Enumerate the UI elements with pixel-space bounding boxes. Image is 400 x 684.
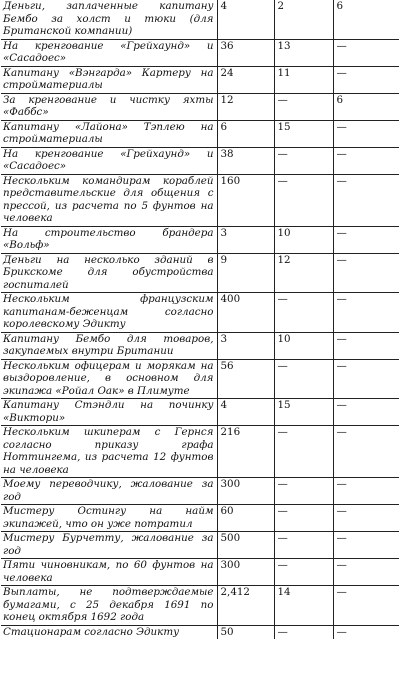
pounds-cell: 4 — [217, 0, 274, 39]
pounds-cell: 50 — [217, 625, 274, 639]
pounds-cell: 56 — [217, 359, 274, 399]
expense-description: Мистеру Остингу на найм экипажей, что он уже потратил — [1, 505, 217, 532]
pence-cell: — — [333, 39, 399, 66]
pence-cell: — — [333, 120, 399, 147]
shillings-cell: — — [274, 625, 333, 639]
shillings-cell: 11 — [274, 66, 333, 93]
pence-cell: — — [333, 226, 399, 253]
pence-cell: — — [333, 586, 399, 626]
pence-cell: — — [333, 532, 399, 559]
expense-description: Пяти чиновникам, по 60 фунтов на человека — [1, 559, 217, 586]
shillings-cell: 13 — [274, 39, 333, 66]
pence-cell: — — [333, 174, 399, 226]
table-row — [1, 505, 399, 532]
table-row — [1, 39, 399, 66]
pence-cell: 6 — [333, 0, 399, 39]
expense-description: За кренгование и чистку яхты «Фаббс» — [1, 93, 217, 120]
pence-cell: — — [333, 359, 399, 399]
pounds-cell: 3 — [217, 226, 274, 253]
table-row — [1, 625, 399, 639]
table-row — [1, 0, 399, 39]
pounds-cell: 500 — [217, 532, 274, 559]
pounds-cell: 3 — [217, 332, 274, 359]
expense-description: На кренгование «Грейхаунд» и «Сасадоес» — [1, 39, 217, 66]
table-row — [1, 478, 399, 505]
pence-cell: — — [333, 253, 399, 293]
expense-description: Стационарам согласно Эдикту — [1, 625, 217, 639]
table-row — [1, 66, 399, 93]
expense-description: Мистеру Бурчетту, жалование за год — [1, 532, 217, 559]
expense-description: Капитану Бембо для товаров, закупаемых внутри Британии — [1, 332, 217, 359]
expense-description: На кренгование «Грейхаунд» и «Сасадоес» — [1, 147, 217, 174]
pence-cell: — — [333, 399, 399, 426]
pounds-cell: 160 — [217, 174, 274, 226]
table-row — [1, 426, 399, 478]
pence-cell: — — [333, 293, 399, 333]
table-row — [1, 253, 399, 293]
shillings-cell: 12 — [274, 253, 333, 293]
expense-description: Капитану Стэндли на починку «Виктори» — [1, 399, 217, 426]
pence-cell: — — [333, 478, 399, 505]
pounds-cell: 216 — [217, 426, 274, 478]
shillings-cell: — — [274, 532, 333, 559]
table-row — [1, 147, 399, 174]
pounds-cell: 400 — [217, 293, 274, 333]
shillings-cell: — — [274, 93, 333, 120]
shillings-cell: 15 — [274, 120, 333, 147]
pounds-cell: 36 — [217, 39, 274, 66]
shillings-cell: — — [274, 505, 333, 532]
pounds-cell: 4 — [217, 399, 274, 426]
pence-cell: 6 — [333, 93, 399, 120]
shillings-cell: 14 — [274, 586, 333, 626]
table-row — [1, 293, 399, 333]
expense-description: Деньги на несколько зданий в Брикскоме для обустройства госпиталей — [1, 253, 217, 293]
pence-cell: — — [333, 505, 399, 532]
pounds-cell: 300 — [217, 559, 274, 586]
shillings-cell: — — [274, 147, 333, 174]
shillings-cell: 10 — [274, 226, 333, 253]
table-row — [1, 399, 399, 426]
pounds-cell: 300 — [217, 478, 274, 505]
expense-description: Капитану «Вэнгарда» Картеру на стройматериалы — [1, 66, 217, 93]
expense-description: Нескольким офицерам и морякам на выздоровление, в основном для экипажа «Ройал Оак» в Плимуте — [1, 359, 217, 399]
shillings-cell: — — [274, 359, 333, 399]
expense-table-body — [1, 0, 399, 639]
table-row — [1, 586, 399, 626]
expense-description: Деньги, заплаченные капитану Бембо за холст и тюки (для Британской компании) — [1, 0, 217, 39]
pounds-cell: 38 — [217, 147, 274, 174]
table-row — [1, 174, 399, 226]
expense-description: Нескольким командирам кораблей представительские для общения с прессой, из расчета по 5 фунтов на человека — [1, 174, 217, 226]
pounds-cell: 2,412 — [217, 586, 274, 626]
shillings-cell: — — [274, 293, 333, 333]
table-row — [1, 226, 399, 253]
table-row — [1, 532, 399, 559]
shillings-cell: 15 — [274, 399, 333, 426]
pounds-cell: 60 — [217, 505, 274, 532]
table-row — [1, 332, 399, 359]
pence-cell: — — [333, 66, 399, 93]
pounds-cell: 6 — [217, 120, 274, 147]
pence-cell: — — [333, 559, 399, 586]
expense-description: Нескольким французским капитанам-беженцам согласно королевскому Эдикту — [1, 293, 217, 333]
pence-cell: — — [333, 426, 399, 478]
expense-description: На строительство брандера «Вольф» — [1, 226, 217, 253]
shillings-cell: — — [274, 174, 333, 226]
expense-description: Капитану «Лайона» Тэплею на стройматериалы — [1, 120, 217, 147]
expense-description: Выплаты, не подтверждаемые бумагами, с 25 декабря 1691 по конец октября 1692 года — [1, 586, 217, 626]
pounds-cell: 24 — [217, 66, 274, 93]
expense-table — [1, 0, 399, 639]
shillings-cell: 2 — [274, 0, 333, 39]
expense-description: Моему переводчику, жалование за год — [1, 478, 217, 505]
pounds-cell: 12 — [217, 93, 274, 120]
expense-description: Нескольким шкиперам с Гернся согласно приказу графа Ноттингема, из расчета 12 фунтов на человека — [1, 426, 217, 478]
shillings-cell: 10 — [274, 332, 333, 359]
pence-cell: — — [333, 625, 399, 639]
table-row — [1, 93, 399, 120]
table-row — [1, 120, 399, 147]
table-row — [1, 559, 399, 586]
pounds-cell: 9 — [217, 253, 274, 293]
table-row — [1, 359, 399, 399]
shillings-cell: — — [274, 478, 333, 505]
shillings-cell: — — [274, 559, 333, 586]
pence-cell: — — [333, 147, 399, 174]
shillings-cell: — — [274, 426, 333, 478]
pence-cell: — — [333, 332, 399, 359]
